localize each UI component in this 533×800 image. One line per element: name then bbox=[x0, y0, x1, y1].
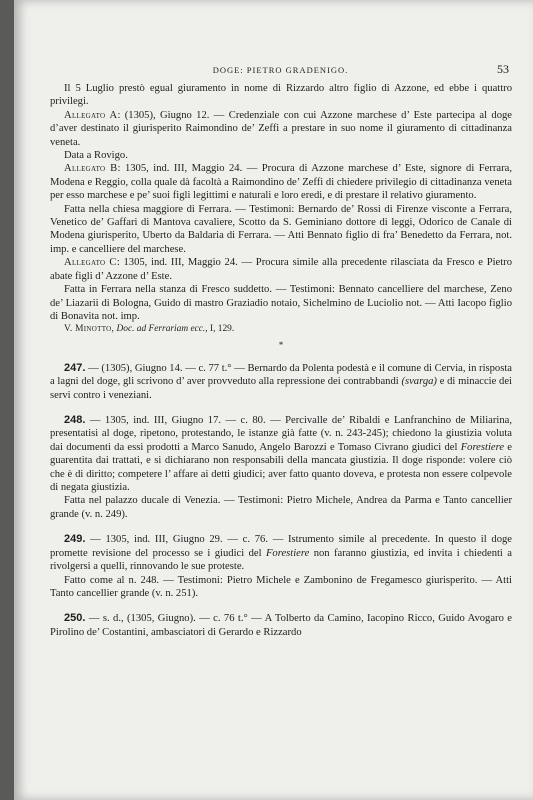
entry-248: 248. — 1305, ind. III, Giugno 17. — c. 80. — Percivalle de’ Ribaldi e Lanfranchino de Miliarina, presentatisi al doge, ripetono, protestando, le istanze già fatte (v. n. 243-245); chiedono la giustizia voluta dai documenti da essi prodotti a Marco Sanudo, Angelo Barozzi e Tomaso Civrano giudici del Forestiere e guarentita dai trattati, e si dichiarano non responsabili della mancata giustizia. Il doge risponde: volere ciò che è di diritto; competere l’ affare ai detti giudici; aver fatto quanto doveva, e protesta non essere colpevole di negata giustizia. bbox=[50, 414, 512, 494]
paragraph: Fatta nella chiesa maggiore di Ferrara. — Testimoni: Bernardo de’ Rossi di Firenze visconte a Ferrara, Venetico de’ Gaffari di Mantova cavaliere, Scotto da S. Geminiano dottore di leggi, Odorico de Canale di Modena giurisperito, Uberto da Baldaria di Ferrara. — Atti Bennato figlio di fra’ Benedetto da Ferrara, not. imp. e cancelliere del marchese. bbox=[50, 203, 512, 255]
citation: V. Minotto, Doc. ad Ferrariam ecc., I, 129. bbox=[64, 324, 235, 335]
running-title: DOGE: PIETRO GRADENIGO. bbox=[212, 65, 349, 75]
allegato-label: Allegato B bbox=[64, 163, 118, 175]
separator-mark: * bbox=[278, 339, 284, 350]
entry-250: 250. — s. d., (1305, Giugno). — c. 76 t.° — A Tolberto da Camino, Iacopino Ricco, Guido Avogaro e Pirolino de’ Costantini, ambasciatori di Gerardo e Rizzardo bbox=[50, 612, 512, 638]
allegato-label: Allegato A bbox=[64, 109, 118, 121]
book-page bbox=[14, 0, 533, 800]
paragraph: Fatta in Ferrara nella stanza di Fresco suddetto. — Testimoni: Bennato cancelliere del marchese, Zeno de’ Liazarii di Bologna, Guido di mastro Graziadio notaio, Sichelmino de Luciolio not. — Atti Iacopo figlio di Bonavita not. imp. bbox=[50, 284, 512, 322]
entry-249: 249. — 1305, ind. III, Giugno 29. — c. 76. — Istrumento simile al precedente. In questo il doge promette revisione del processo se i giudici del Forestiere non faranno giustizia, ed invita i chiedenti a rivolgersi a quelli, rinnovando le sue proteste. bbox=[50, 533, 512, 573]
body-text bbox=[50, 82, 512, 639]
paragraph: Data a Rovigo. bbox=[64, 150, 128, 162]
allegato-label: Allegato C bbox=[64, 257, 117, 269]
paragraph: Allegato B: 1305, ind. III, Maggio 24. — Procura di Azzone marchese d’ Este, signore di Ferrara, Modena e Reggio, colla quale dà facoltà a Raimondino de’ Zeffi di chiedere privilegio di cittadinanza veneta per esso marchese e pe’ suoi figli legittimi e naturali e loro eredi, e di prestare il relativo giuramento. bbox=[50, 163, 512, 202]
paragraph: Allegato C: 1305, ind. III, Maggio 24. — Procura simile alla precedente rilasciata da Fresco e Pietro abate figli d’ Azzone d’ Este. bbox=[50, 257, 513, 282]
page-header bbox=[50, 62, 511, 78]
paragraph: Il 5 Luglio prestò egual giuramento in nome di Rizzardo altro figlio di Azzone, ed ebbe i quattro privilegi. bbox=[50, 83, 512, 108]
paragraph: Allegato A: (1305), Giugno 12. — Credenziale con cui Azzone marchese d’ Este partecipa al doge d’aver destinato il giurisperito Raimondino de’ Zeffi a prestare in suo nome il giuramento di cittadinanza veneta. bbox=[50, 109, 512, 148]
paragraph: Fatta nel palazzo ducale di Venezia. — Testimoni: Pietro Michele, Andrea da Parma e Tanto cancellier grande (v. n. 249). bbox=[50, 495, 512, 520]
page-number: 53 bbox=[497, 62, 509, 76]
paragraph: Fatto come al n. 248. — Testimoni: Pietro Michele e Zambonino de Fregamesco giurisperito. — Atti Tanto cancellier grande (v. n. 251). bbox=[50, 574, 512, 599]
entry-247: 247. — (1305), Giugno 14. — c. 77 t.° — Bernardo da Polenta podestà e il comune di Cervia, in risposta a lagni del doge, gli scrivono d’ aver provveduto alla repressione dei contrabbandi (svarga) e di minaccie dei servi contro i veneziani. bbox=[50, 361, 512, 401]
